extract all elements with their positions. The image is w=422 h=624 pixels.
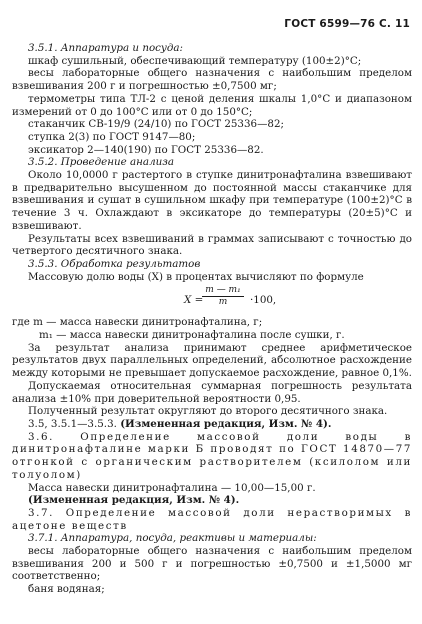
section-3-5-2-heading: 3.5.2. Проведение анализа xyxy=(28,156,175,169)
formula-fraction xyxy=(202,285,244,308)
section-3-7-1-heading: 3.7.1. Аппаратура, посуда, реактивы и материалы: xyxy=(28,532,317,545)
result-paragraph: Полученный результат округляют до второго десятичного знака. xyxy=(28,405,388,418)
formula-intro: Массовую долю воды (X) в процентах вычисляют по формуле xyxy=(28,270,364,283)
procedure-paragraph: Около 10,0000 г растертого в ступке динитронафталина взвешивают в предварительно высушенном до постоянной массы стаканчике для взвешивания и сушат в сушильном шкафу при температуре (100±2)°С в течение 3 ч. Охлаждают в эксикаторе до температуры (20±5)°С и взвешивают. xyxy=(12,169,412,232)
formula-lhs: X = xyxy=(184,294,204,307)
document-body xyxy=(12,42,412,596)
formula xyxy=(12,284,412,314)
equipment-item: весы лабораторные общего назначения с наибольшим пределом взвешивания 200 г и погрешностью ±0,7500 мг; xyxy=(12,67,412,93)
formula-rhs: ·100, xyxy=(250,294,277,307)
formula-numerator: m — m₁ xyxy=(202,285,244,297)
formula-legend: где m — масса навески динитронафталина, г; xyxy=(12,316,263,329)
sample-mass: Масса навески динитронафталина — 10,00—15,00 г. xyxy=(28,481,316,494)
formula-legend: m₁ — масса навески динитронафталина после сушки, г. xyxy=(39,329,345,342)
formula-denominator: m xyxy=(218,297,228,308)
revision-note: 3.5, 3.5.1—3.5.3. (Измененная редакция, Изм. № 4). xyxy=(28,417,332,430)
equipment-item: стаканчик СВ-19/9 (24/10) по ГОСТ 25336—82; xyxy=(28,118,284,131)
equipment-item: баня водяная; xyxy=(28,583,105,596)
section-3-6: 3.6. Определение массовой доли воды в динитронафталине марки Б проводят по ГОСТ 14870—77 отгонкой с органическим растворителем (ксилолом или толуолом) xyxy=(12,430,412,481)
section-3-5-1-heading: 3.5.1. Аппаратура и посуда: xyxy=(28,42,184,54)
result-paragraph: Допускаемая относительная суммарная погрешность результата анализа ±10% при доверительной вероятности 0,95. xyxy=(12,379,412,405)
result-paragraph: За результат анализа принимают среднее арифметическое результатов двух параллельных определений, абсолютное расхождение между которыми не превышает допускаемое расхождение, равное 0,1%. xyxy=(12,341,412,380)
section-3-5-3-heading: 3.5.3. Обработка результатов xyxy=(28,257,201,270)
equipment-item: термометры типа ТЛ-2 с ценой деления шкалы 1,0°С и диапазоном измерений от 0 до 100°С или от 0 до 150°С; xyxy=(12,92,412,118)
equipment-item: шкаф сушильный, обеспечивающий температуру (100±2)°С; xyxy=(28,54,362,67)
equipment-item: эксикатор 2—140(190) по ГОСТ 25336—82. xyxy=(28,143,264,156)
equipment-item: весы лабораторные общего назначения с наибольшим пределом взвешивания 200 и 500 г и погрешностью ±0,7500 и ±1,5000 мг соответственно; xyxy=(12,545,412,583)
revision-note: (Измененная редакция, Изм. № 4). xyxy=(28,494,240,507)
page-header: ГОСТ 6599—76 С. 11 xyxy=(284,18,410,30)
procedure-paragraph: Результаты всех взвешиваний в граммах записывают с точностью до четвертого десятичного знака. xyxy=(12,232,412,258)
equipment-item: ступка 2(3) по ГОСТ 9147—80; xyxy=(28,130,196,143)
section-3-7-heading: 3.7. Определение массовой доли нерастворимых в ацетоне веществ xyxy=(12,506,412,532)
